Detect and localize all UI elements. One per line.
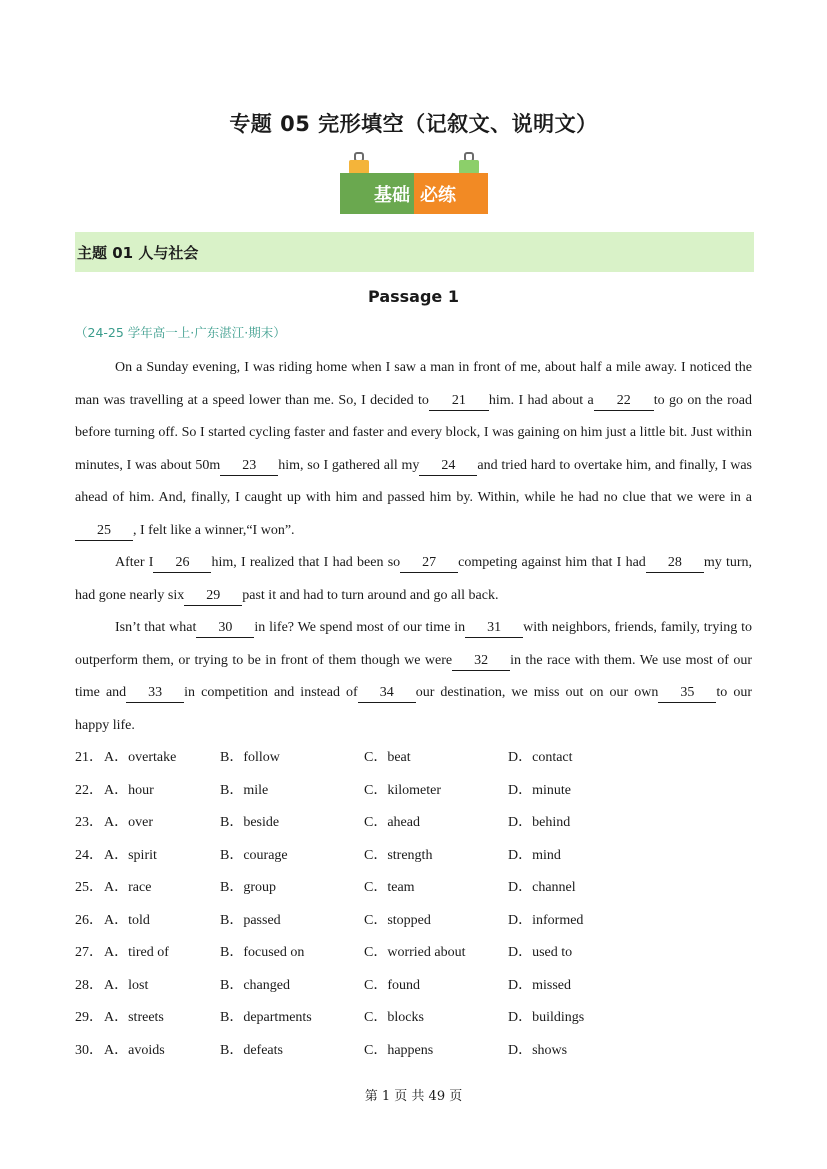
- blank-34: 34: [358, 684, 416, 703]
- blank-32: 32: [452, 652, 510, 671]
- blank-23: 23: [220, 457, 278, 476]
- blank-31: 31: [465, 619, 523, 638]
- passage-body: [75, 352, 752, 742]
- question-row: 27． A．tired of B．focused on C．worried about D．used to: [75, 945, 573, 961]
- blank-24: 24: [419, 457, 477, 476]
- question-row: 21． A．overtake B．follow C．beat D．contact: [75, 750, 573, 766]
- question-row: 24． A．spirit B．courage C．strength D．mind: [75, 847, 561, 863]
- question-row: 23． A．over B．beside C．ahead D．behind: [75, 815, 571, 831]
- question-options: [75, 740, 755, 1065]
- clip-icon: [346, 152, 372, 174]
- question-row: 26． A．told B．passed C．stopped D．informed: [75, 912, 584, 928]
- page-title: 专题 05 完形填空（记叙文、说明文）: [229, 112, 598, 136]
- blank-35: 35: [658, 684, 716, 703]
- blank-28: 28: [646, 554, 704, 573]
- question-row: 22． A．hour B．mile C．kilometer D．minute: [75, 782, 571, 798]
- blank-25: 25: [75, 522, 133, 541]
- blank-21: 21: [429, 392, 489, 411]
- paragraph-2: After I 26 him, I realized that I had been so 27 competing against him that I had 28 my turn, had gone nearly six 29 past it and had to turn around and go all back.: [75, 547, 752, 612]
- question-row: 25． A．race B．group C．team D．channel: [75, 880, 576, 896]
- topic-heading: [75, 232, 754, 272]
- passage-source: （24-25 学年高一上·广东湛江·期末）: [75, 325, 286, 340]
- blank-30: 30: [196, 619, 254, 638]
- blank-29: 29: [184, 587, 242, 606]
- question-row: 29． A．streets B．departments C．blocks D．buildings: [75, 1010, 585, 1026]
- blank-33: 33: [126, 684, 184, 703]
- topic-label: 主题 01 人与社会: [77, 243, 199, 262]
- passage-title: Passage 1: [368, 287, 459, 306]
- blank-26: 26: [153, 554, 211, 573]
- blank-27: 27: [400, 554, 458, 573]
- blank-22: 22: [594, 392, 654, 411]
- paragraph-3: Isn’t that what 30 in life? We spend most of our time in 31 with neighbors, friends, family, trying to outperform them, or trying to be in front of them though we were 32 in the race with them. We use most of our time and 33 in competition and instead of 34 our destination, we miss out on our own 35 to our happy life.: [75, 620, 752, 733]
- page-number: 第 1 页 共 49 页: [364, 1089, 463, 1104]
- question-row: 30． A．avoids B．defeats C．happens D．shows: [75, 1042, 568, 1058]
- section-badge: [340, 152, 488, 216]
- badge-practice-label: 必练: [414, 173, 488, 214]
- paragraph-1: On a Sunday evening, I was riding home when I saw a man in front of me, about half a mile away. I noticed the man was travelling at a speed lower than me. So, I decided to 21 him. I had about a 22 to go on the road before turning off. So I started cycling faster and faster and every block, I was gaining on him just a little bit. Just within minutes, I was about 50m 23 him, so I gathered all my 24 and tried hard to overtake him, and finally, I was ahead of him. And, finally, I caught up with him and passed him by. Within, while he had no clue that we were in a25 , I felt like a winner,“I won”.: [75, 352, 752, 547]
- question-row: 28． A．lost B．changed C．found D．missed: [75, 977, 571, 993]
- badge-basic-label: 基础: [340, 173, 414, 214]
- clip-icon: [456, 152, 482, 174]
